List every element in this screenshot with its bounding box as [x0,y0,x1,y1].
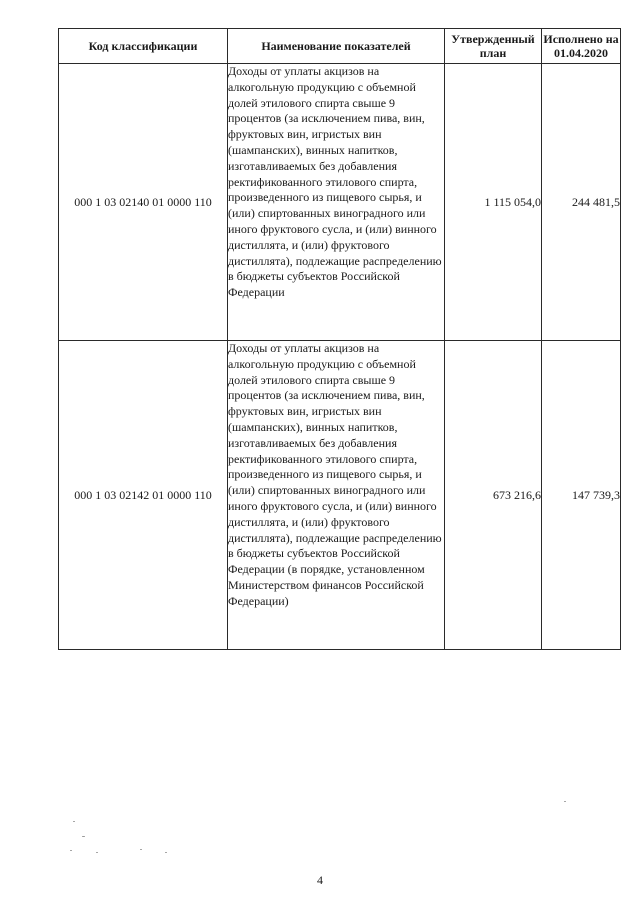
table-row [59,64,621,341]
approved-plan-value: 673 216,6 [445,341,542,650]
classification-code: 000 1 03 02142 01 0000 110 [59,341,228,650]
header-indicator-name: Наименование показателей [228,29,445,64]
scan-artifact [165,852,167,853]
header-approved-plan: Утвержденный план [445,29,542,64]
scan-artifact [96,852,98,853]
page-number: 4 [317,873,323,887]
scan-artifact [564,801,566,802]
indicator-name: Доходы от уплаты акцизов на алкогольную продукцию с объемной долей этилового спирта свыше 9 процентов (за исключением пива, вин, фруктовых вин, игристых вин (шампанских), винных напитков, изготавливаемых без добавления ректификованного этилового спирта, произведенного из пищевого сырья, и (или) спиртованных виноградного или иного фруктового сусла, и (или) винного дистиллята, и (или) фруктового дистиллята), подлежащие распределению в бюджеты субъектов Российской Федерации (в порядке, установленном Министерством финансов Российской Федерации) [228,341,445,650]
scan-artifact [140,849,142,850]
scan-artifact [82,836,85,837]
scan-artifact [73,821,75,822]
indicator-name: Доходы от уплаты акцизов на алкогольную продукцию с объемной долей этилового спирта свыше 9 процентов (за исключением пива, вин, фруктовых вин, игристых вин (шампанских), винных напитков, изготавливаемых без добавления ректификованного этилового спирта, произведенного из пищевого сырья, и (или) спиртованных виноградного или иного фруктового сусла, и (или) винного дистиллята, и (или) фруктового дистиллята), подлежащие распределению в бюджеты субъектов Российской Федерации [228,64,445,341]
header-classification-code: Код классификации [59,29,228,64]
approved-plan-value: 1 115 054,0 [445,64,542,341]
budget-table [58,28,621,650]
table-row [59,341,621,650]
classification-code: 000 1 03 02140 01 0000 110 [59,64,228,341]
scan-artifact [70,850,72,851]
executed-value: 147 739,3 [542,341,621,650]
header-executed: Исполнено на 01.04.2020 [542,29,621,64]
executed-value: 244 481,5 [542,64,621,341]
table-header-row [59,29,621,64]
